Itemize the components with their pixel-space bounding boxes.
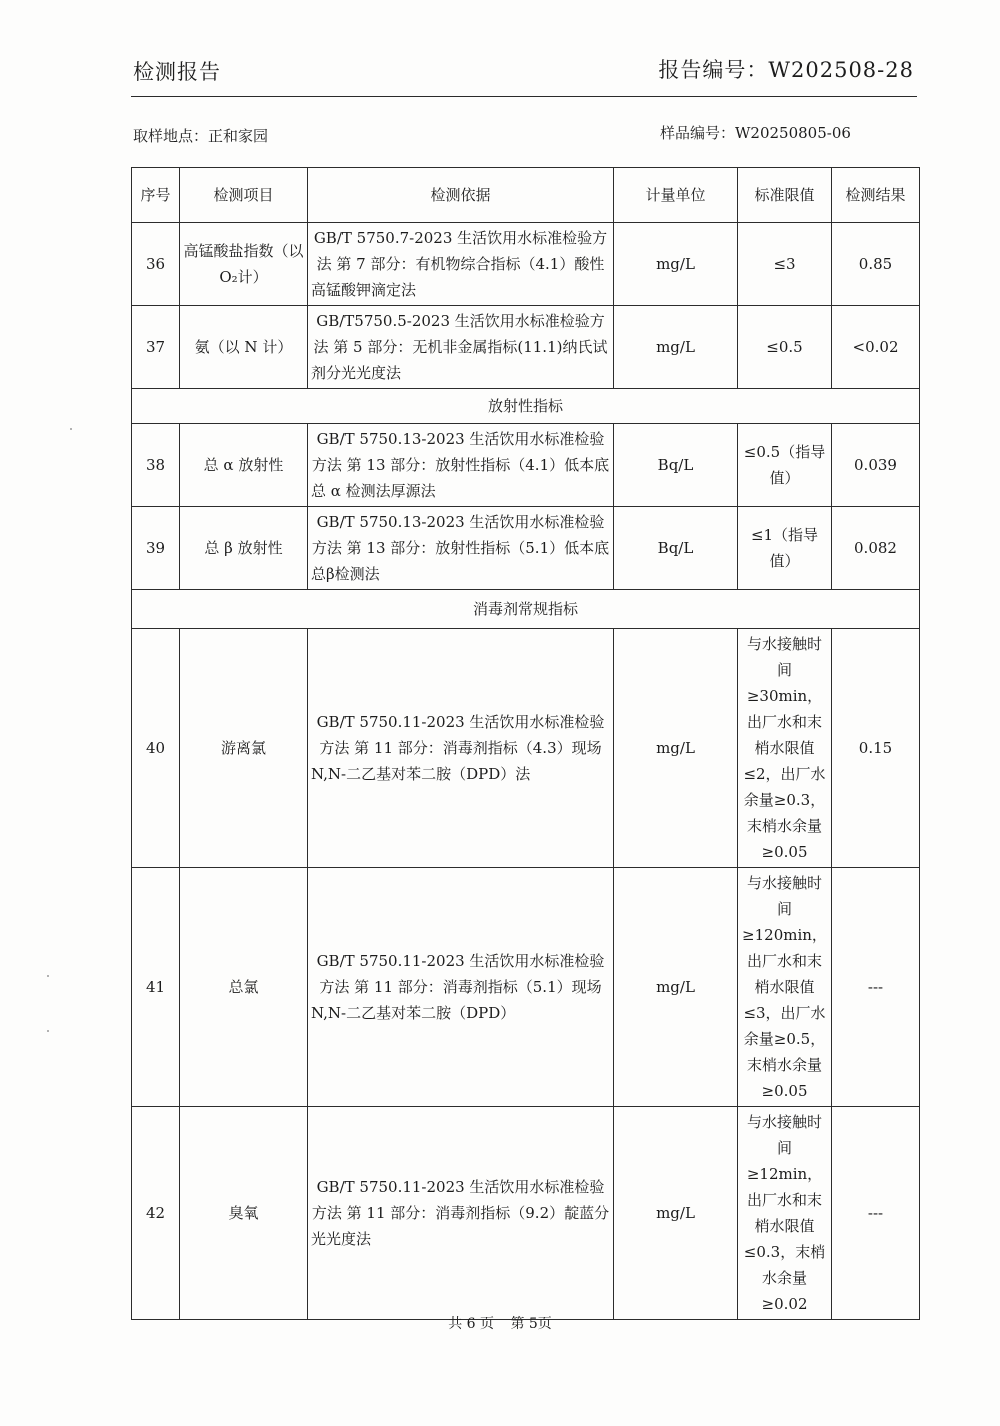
scan-speck — [47, 1030, 49, 1032]
report-title: 检测报告 — [133, 60, 221, 84]
scan-speck — [70, 428, 72, 430]
col-header-item: 检测项目 — [180, 168, 308, 223]
row-result: --- — [832, 868, 920, 1107]
row-limit: ≤0.5 — [738, 306, 832, 389]
row-unit: Bq/L — [614, 507, 738, 590]
row-item: 总氯 — [180, 868, 308, 1107]
row-item: 氨（以 N 计） — [180, 306, 308, 389]
row-method: GB/T 5750.11-2023 生活饮用水标准检验方法 第 11 部分：消毒剂指标（9.2）靛蓝分光光度法 — [308, 1107, 614, 1320]
row-result: 0.039 — [832, 424, 920, 507]
row-item: 高锰酸盐指数（以O₂计） — [180, 223, 308, 306]
section-title-disinfectant: 消毒剂常规指标 — [132, 590, 920, 629]
table-header-row — [132, 168, 920, 223]
total-pages: 共 6 页 — [448, 1316, 494, 1332]
sample-number: 样品编号：W20250805-06 — [660, 124, 851, 142]
row-limit: ≤1（指导值） — [738, 507, 832, 590]
row-no: 37 — [132, 306, 180, 389]
table-row — [132, 223, 920, 306]
section-row — [132, 590, 920, 629]
row-method: GB/T 5750.7-2023 生活饮用水标准检验方法 第 7 部分：有机物综合指标（4.1）酸性高锰酸钾滴定法 — [308, 223, 614, 306]
row-unit: mg/L — [614, 868, 738, 1107]
row-result: 0.15 — [832, 629, 920, 868]
report-number: 报告编号：W202508-28 — [658, 58, 914, 82]
col-header-no: 序号 — [132, 168, 180, 223]
row-unit: mg/L — [614, 223, 738, 306]
row-result: 0.85 — [832, 223, 920, 306]
row-limit: ≤3 — [738, 223, 832, 306]
table-row — [132, 507, 920, 590]
col-header-result: 检测结果 — [832, 168, 920, 223]
row-method: GB/T5750.5-2023 生活饮用水标准检验方法 第 5 部分：无机非金属指标(11.1)纳氏试剂分光光度法 — [308, 306, 614, 389]
row-limit: 与水接触时间≥120min，出厂水和末梢水限值≤3，出厂水余量≥0.5，末梢水余量≥0.05 — [738, 868, 832, 1107]
current-page: 第 5页 — [510, 1316, 552, 1332]
row-unit: mg/L — [614, 1107, 738, 1320]
sampling-location: 取样地点：正和家园 — [133, 127, 269, 145]
row-unit: Bq/L — [614, 424, 738, 507]
table-row — [132, 629, 920, 868]
row-no: 40 — [132, 629, 180, 868]
section-title-radioactive: 放射性指标 — [132, 389, 920, 424]
row-limit: 与水接触时间≥30min，出厂水和末梢水限值≤2，出厂水余量≥0.3，末梢水余量≥0.05 — [738, 629, 832, 868]
row-no: 42 — [132, 1107, 180, 1320]
scan-speck — [47, 975, 49, 977]
row-result: --- — [832, 1107, 920, 1320]
row-no: 36 — [132, 223, 180, 306]
row-item: 总 α 放射性 — [180, 424, 308, 507]
row-item: 总 β 放射性 — [180, 507, 308, 590]
row-unit: mg/L — [614, 629, 738, 868]
row-no: 41 — [132, 868, 180, 1107]
row-method: GB/T 5750.13-2023 生活饮用水标准检验方法 第 13 部分：放射性指标（5.1）低本底总β检测法 — [308, 507, 614, 590]
row-method: GB/T 5750.13-2023 生活饮用水标准检验方法 第 13 部分：放射性指标（4.1）低本底总 α 检测法厚源法 — [308, 424, 614, 507]
row-limit: ≤0.5（指导值） — [738, 424, 832, 507]
table-row — [132, 1107, 920, 1320]
row-no: 39 — [132, 507, 180, 590]
col-header-method: 检测依据 — [308, 168, 614, 223]
row-limit: 与水接触时间≥12min，出厂水和末梢水限值≤0.3，末梢水余量≥0.02 — [738, 1107, 832, 1320]
section-row — [132, 389, 920, 424]
row-item: 臭氧 — [180, 1107, 308, 1320]
col-header-limit: 标准限值 — [738, 168, 832, 223]
col-header-unit: 计量单位 — [614, 168, 738, 223]
row-method: GB/T 5750.11-2023 生活饮用水标准检验方法 第 11 部分：消毒剂指标（5.1）现场 N,N-二乙基对苯二胺（DPD） — [308, 868, 614, 1107]
row-result: 0.082 — [832, 507, 920, 590]
row-no: 38 — [132, 424, 180, 507]
row-method: GB/T 5750.11-2023 生活饮用水标准检验方法 第 11 部分：消毒剂指标（4.3）现场 N,N-二乙基对苯二胺（DPD）法 — [308, 629, 614, 868]
row-unit: mg/L — [614, 306, 738, 389]
row-item: 游离氯 — [180, 629, 308, 868]
header-divider — [131, 96, 917, 97]
table-row — [132, 306, 920, 389]
table-row — [132, 424, 920, 507]
row-result: <0.02 — [832, 306, 920, 389]
test-results-table — [131, 167, 920, 1320]
table-row — [132, 868, 920, 1107]
page-footer — [0, 1313, 1000, 1333]
